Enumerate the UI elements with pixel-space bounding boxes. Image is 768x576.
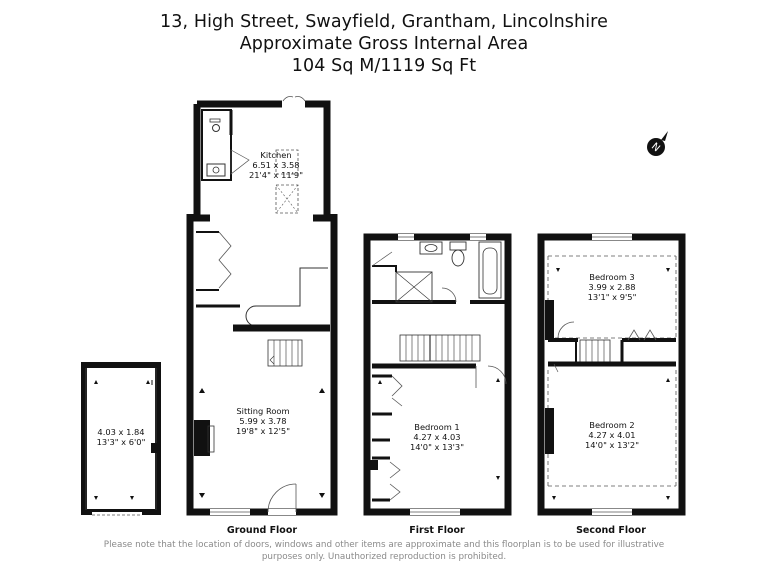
bedroom3-imperial: 13'1" x 9'5" xyxy=(587,292,637,302)
kitchen-name: Kitchen xyxy=(260,150,292,160)
ground-floor-label: Ground Floor xyxy=(226,525,298,536)
area-value: 104 Sq M/1119 Sq Ft xyxy=(291,56,477,76)
area-title: Approximate Gross Internal Area xyxy=(239,34,529,54)
bedroom2-metric: 4.27 x 4.01 xyxy=(588,430,636,440)
compass-north-label: N xyxy=(648,141,662,155)
outbuilding-imperial: 13'3" x 6'0" xyxy=(96,437,146,447)
bedroom2-imperial: 14'0" x 13'2" xyxy=(584,440,640,450)
sitting-room-metric: 5.99 x 3.78 xyxy=(239,416,287,426)
property-address: 13, High Street, Swayfield, Grantham, Lincolnshire xyxy=(160,12,608,32)
sitting-room-imperial: 19'8" x 12'5" xyxy=(235,426,291,436)
outbuilding-metric: 4.03 x 1.84 xyxy=(97,427,145,437)
first-floor-label: First Floor xyxy=(409,525,465,536)
disclaimer-line-2: purposes only. Unauthorized reproduction is prohibited. xyxy=(261,552,507,562)
bedroom1-imperial: 14'0" x 13'3" xyxy=(409,442,465,452)
sitting-room-name: Sitting Room xyxy=(236,406,290,416)
compass-icon xyxy=(647,131,668,156)
first-floor-plan xyxy=(367,234,508,515)
second-floor-label: Second Floor xyxy=(576,525,646,536)
bedroom3-metric: 3.99 x 2.88 xyxy=(588,282,636,292)
kitchen-metric: 6.51 x 3.58 xyxy=(252,160,300,170)
kitchen-imperial: 21'4" x 11'9" xyxy=(248,170,304,180)
bedroom1-name: Bedroom 1 xyxy=(414,422,460,432)
bedroom3-name: Bedroom 3 xyxy=(589,272,635,282)
disclaimer-line-1: Please note that the location of doors, windows and other items are approximate and this floorplan is to be used for illustrative xyxy=(103,540,665,550)
bedroom2-name: Bedroom 2 xyxy=(589,420,635,430)
bedroom1-metric: 4.27 x 4.03 xyxy=(413,432,461,442)
